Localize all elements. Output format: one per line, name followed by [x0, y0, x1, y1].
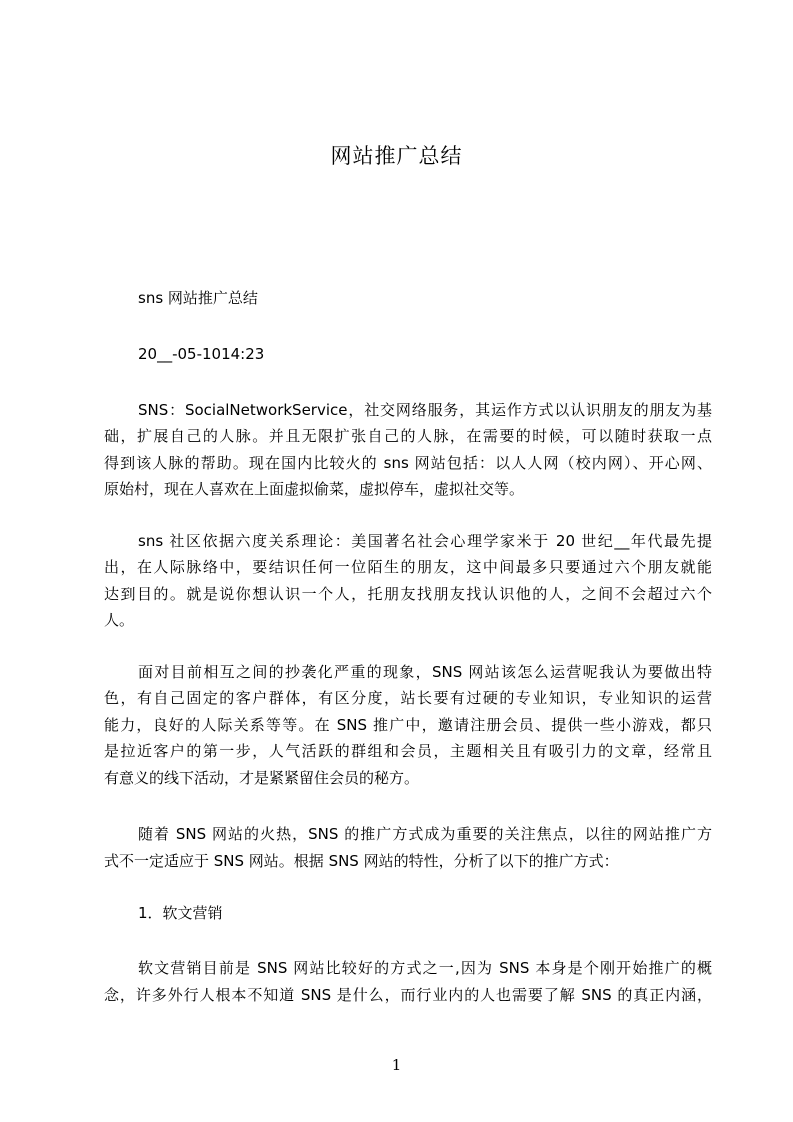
paragraph-2-line-4: 人。	[104, 611, 135, 629]
timestamp-line: 20__-05-1014:23	[138, 345, 265, 363]
paragraph-3-line-5: 有意义的线下活动，才是紧紧留住会员的秘方。	[104, 769, 420, 787]
paragraph-4-line-2: 式不一定适应于 SNS 网站。根据 SNS 网站的特性，分析了以下的推广方式：	[104, 852, 619, 870]
paragraph-4-line-1: 随着 SNS 网站的火热，SNS 的推广方式成为重要的关注焦点，以往的网站推广方	[138, 825, 712, 843]
paragraph-3-line-3: 能力，良好的人际关系等等。在 SNS 推广中，邀请注册会员、提供一些小游戏，都只	[104, 716, 712, 734]
document-title: 网站推广总结	[330, 144, 463, 168]
subtitle-line: sns 网站推广总结	[138, 289, 258, 307]
paragraph-2-line-1: sns 社区依据六度关系理论：美国著名社会心理学家米于 20 世纪__年代最先提	[138, 532, 712, 550]
paragraph-1-line-2: 础，扩展自己的人脉。并且无限扩张自己的人脉，在需要的时候，可以随时获取一点	[104, 427, 712, 445]
paragraph-3-line-2: 色，有自己固定的客户群体，有区分度，站长要有过硬的专业知识，专业知识的运营	[104, 689, 712, 707]
paragraph-2-line-3: 达到目的。就是说你想认识一个人，托朋友找朋友找认识他的人，之间不会超过六个	[104, 585, 712, 603]
paragraph-3-line-1: 面对目前相互之间的抄袭化严重的现象，SNS 网站该怎么运营呢我认为要做出特	[138, 663, 712, 681]
page-number: 1	[391, 1056, 402, 1074]
paragraph-5-line-1: 软文营销目前是 SNS 网站比较好的方式之一,因为 SNS 本身是个刚开始推广的概	[138, 959, 712, 977]
paragraph-1-line-4: 原始村，现在人喜欢在上面虚拟偷菜，虚拟停车，虚拟社交等。	[104, 480, 525, 498]
paragraph-5-line-2: 念，许多外行人根本不知道 SNS 是什么，而行业内的人也需要了解 SNS 的真正内涵，	[104, 986, 712, 1004]
section-heading-soft-article: 1．软文营销	[138, 904, 223, 922]
paragraph-1-line-3: 得到该人脉的帮助。现在国内比较火的 sns 网站包括：以人人网（校内网）、开心网、	[104, 454, 712, 472]
paragraph-1-line-1: SNS：SocialNetworkService，社交网络服务，其运作方式以认识朋友的朋友为基	[138, 401, 712, 419]
paragraph-3-line-4: 是拉近客户的第一步，人气活跃的群组和会员，主题相关且有吸引力的文章，经常且	[104, 742, 712, 760]
paragraph-2-line-2: 出，在人际脉络中，要结识任何一位陌生的朋友，这中间最多只要通过六个朋友就能	[104, 558, 712, 576]
